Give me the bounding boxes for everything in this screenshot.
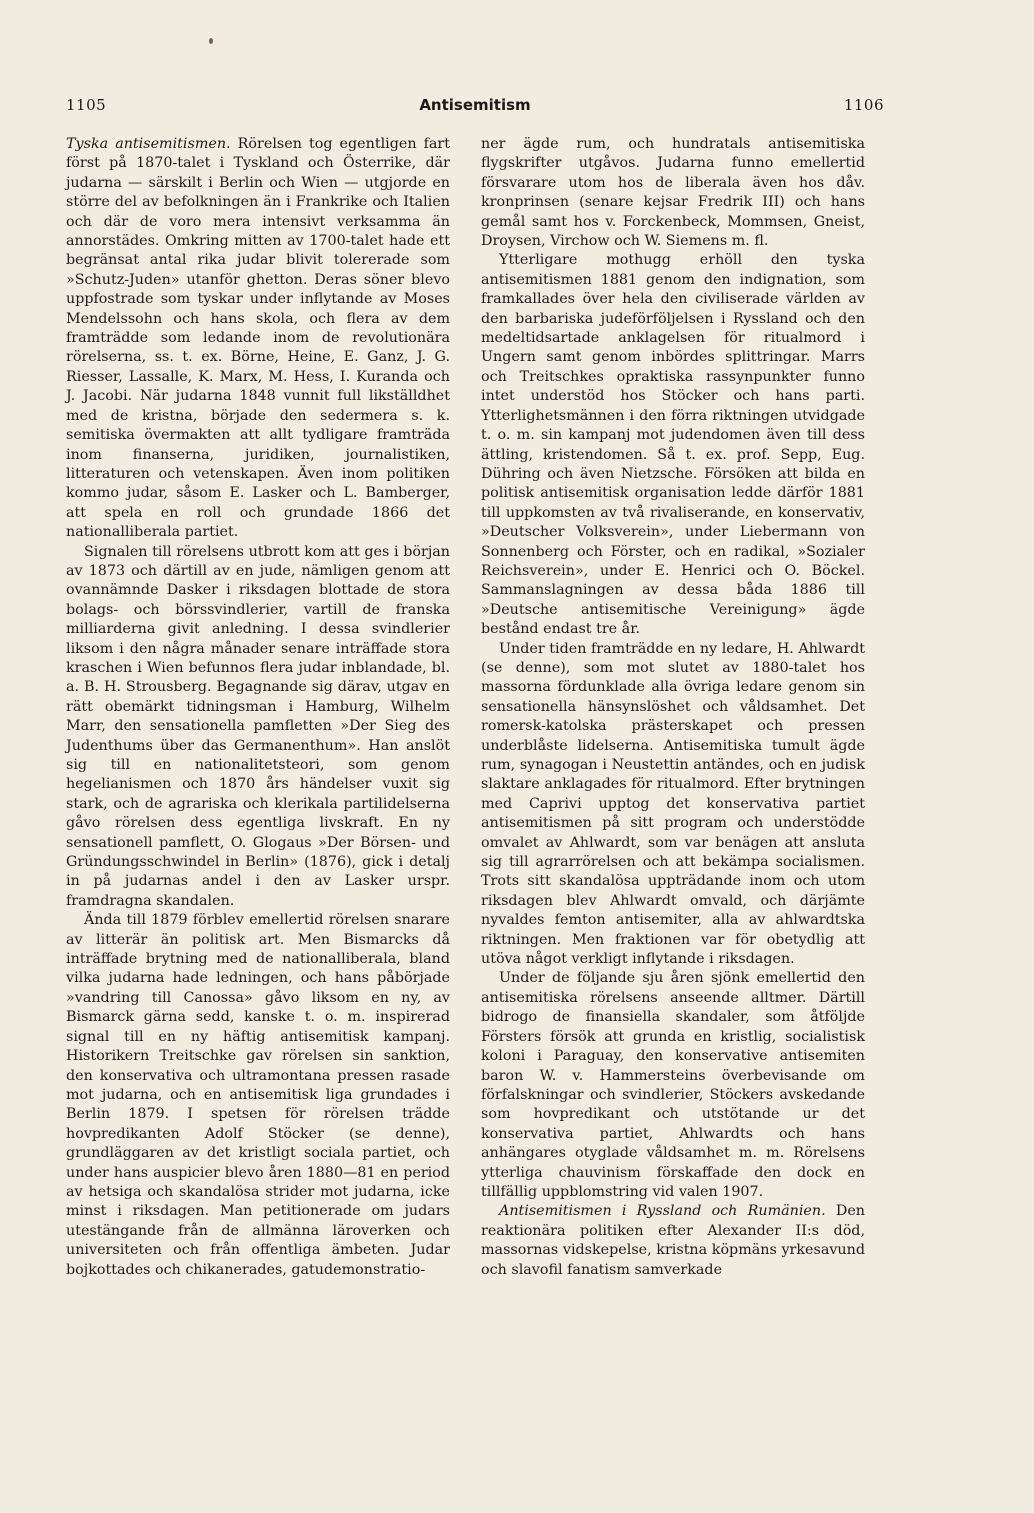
paragraph: Ytterligare mothugg erhöll den tyska antisemitismen 1881 genom den indignation, som framkallades över hela den civiliserade världen av den barbariska judeförföljelsen i Ryssland och den medeltidsartade anklagelsen för ritualmord i Ungern samt genom inbördes splittringar. Marrs och Treitschkes opraktiska rassynpunkter funno intet understöd hos Stöcker och hans parti. Ytterlighetsmännen i den förra riktningen utvidgade t. o. m. sin kampanj mot judendomen även till dess ättling, kristendomen. Så t. ex. prof. Sepp, Eug. Dühring och även Nietzsche. Försöken att bilda en politisk antisemitisk organisation ledde därför 1881 till uppkomsten av två rivaliserande, en konservativ, »Deutscher Volksverein», under Liebermann von Sonnenberg och Förster, och en radikal, »Sozialer Reichsverein», under E. Henrici och O. Böckel. Sammanslagningen av dessa båda 1886 till »Deutsche antisemitische Vereinigung» ägde bestånd endast tre år. bbox=[481, 252, 865, 638]
paragraph bbox=[481, 1202, 865, 1280]
header-title: Antisemitism bbox=[419, 96, 531, 114]
paragraph: ner ägde rum, och hundratals antisemitiska flygskrifter utgåvos. Judarna funno emellertid försvarare utom hos de liberala även hos dåv. kronprinsen (senare kejsar Fredrik III) och hans gemål samt hos v. Forckenbeck, Mommsen, Gneist, Droysen, Virchow och W. Siemens m. fl. bbox=[481, 136, 865, 250]
paragraph bbox=[66, 135, 450, 543]
right-page-number: 1106 bbox=[843, 96, 884, 114]
paragraph: Ända till 1879 förblev emellertid rörelsen snarare av litterär än politisk art. Men Bismarcks då inträffade brytning med de nationalliberala, bland vilka judarna hade ledningen, och hans påbörjade »vandring till Canossa» gåvo liksom en ny, av Bismarck gärna sedd, kanske t. o. m. inspirerad signal till en ny häftig antisemitisk kampanj. Historikern Treitschke gav rörelsen sin sanktion, den konservativa och ultramontana pressen rasade mot judarna, och en antisemitisk liga grundades i Berlin 1879. I spetsen för rörelsen trädde hovpredikanten Adolf Stöcker (se denne), grundläggaren av det kristligt sociala partiet, och under hans auspicier blevo åren 1880—81 en period av hetsiga och skandalösa strider mot judarna, icke minst i riksdagen. Man petitionerade om judars utestängande från de allmänna läroverken och universiteten och från offentliga ämbeten. Judar bojkottades och chikanerades, gatudemonstratio- bbox=[66, 912, 450, 1278]
paragraph: Under tiden framträdde en ny ledare, H. Ahlwardt (se denne), som mot slutet av 1880-talet hos massorna fördunklade alla övriga ledare genom sin sensationella hänsynslöshet och våldsamhet. Det romersk-katolska prästerskapet och pressen underblåste lidelserna. Antisemitiska tumult ägde rum, synagogan i Neustettin antändes, och en judisk slaktare anklagades för ritualmord. Efter brytningen med Caprivi upptog det konservativa partiet antisemitismen på sitt program och understödde omvalet av Ahlwardt, som var benägen att ansluta sig till agrarrörelsen och att bekämpa socialismen. Trots sitt skandalösa uppträdande inom och utom riksdagen blev Ahlwardt omvald, och därjämte nyvaldes femton antisemiter, alla av ahlwardtska riktningen. Men fraktionen var för obetydlig att utöva något verkligt inflytande i riksdagen. bbox=[481, 640, 865, 968]
right-column bbox=[481, 135, 865, 1280]
paragraph-text: Den reaktionära politiken efter Alexander II:s död, massornas vidskepelse, kristna köpmäns yrkesavund och slavofil fanatism samverkade bbox=[481, 1203, 866, 1278]
left-column bbox=[66, 135, 450, 1280]
ink-dot bbox=[209, 38, 213, 44]
section-heading: Tyska antisemitismen. bbox=[66, 136, 231, 152]
left-page-number: 1105 bbox=[66, 96, 107, 114]
paragraph: Under de följande sju åren sjönk emellertid den antisemitiska rörelsens anseende alltmer. Därtill bidrogo de finansiella skandaler, som åtföljde Försters försök att grunda en kristlig, socialistisk koloni i Paraguay, den konservative antisemiten baron W. v. Hammersteins överbevisande om förfalskningar och svindlerier, Stöckers avskedande som hovpredikant och utstötande ur det konservativa partiet, Ahlwardts och hans anhängares otyglade våldsamhet m. m. Rörelsens ytterliga chauvinism förskaffade den dock en tillfällig uppblomstring vid valen 1907. bbox=[481, 970, 865, 1200]
running-header bbox=[66, 96, 884, 122]
paragraph: Signalen till rörelsens utbrott kom att ges i början av 1873 och därtill av en jude, nämligen genom att ovannämnde Dasker i riksdagen blottade de stora bolags- och börssvindlerier, vartill de franska milliarderna givit anledning. I dessa svindlerier liksom i den några månader senare inträffade stora kraschen i Wien befunnos flera judar inblandade, bl. a. B. H. Strousberg. Begagnande sig därav, utgav en rätt obemärkt tidningsman i Hamburg, Wilhelm Marr, den sensationella pamfletten »Der Sieg des Judenthums über das Germanenthum». Han anslöt sig till en nationalitetsteori, som genom hegelianismen och 1870 års händelser vuxit sig stark, och de agrariska och klerikala partilidelserna gåvo rörelsen dess egentliga livskraft. En ny sensationell pamflett, O. Glogaus »Der Börsen- und Gründungsschwindel in Berlin» (1876), gick i detalj in på judarnas andel i den av Lasker urspr. framdragna skandalen. bbox=[66, 543, 450, 909]
section-heading: Antisemitismen i Ryssland och Rumänien. bbox=[499, 1203, 826, 1220]
paragraph-text: Rörelsen tog egentligen fart först på 1870-talet i Tyskland och Österrike, där judarna — särskilt i Berlin och Wien — utgjorde en större del av befolkningen än i Frankrike och Italien och där de voro mera intensivt verksamma än annorstädes. Omkring mitten av 1700-talet hade ett begränsat antal rika judar blivit tolererade som »Schutz-Juden» utanför ghetton. Deras söner blevo uppfostrade som tyskar under inflytande av Moses Mendelssohn och hans skola, och flera av dem framträdde som ledande inom de revolutionära rörelserna, ss. t. ex. Börne, Heine, E. Ganz, J. G. Riesser, Lassalle, K. Marx, M. Hess, I. Kuranda och J. Jacobi. När judarna 1848 vunnit full likställdhet med de kristna, började den sedermera s. k. semitiska övermakten att allt tydligare framträda inom finanserna, juridiken, journalistiken, litteraturen och vetenskapen. Även inom politiken kommo judar, såsom E. Lasker och L. Bamberger, att spela en roll och grundade 1866 det nationalliberala partiet. bbox=[66, 136, 450, 541]
